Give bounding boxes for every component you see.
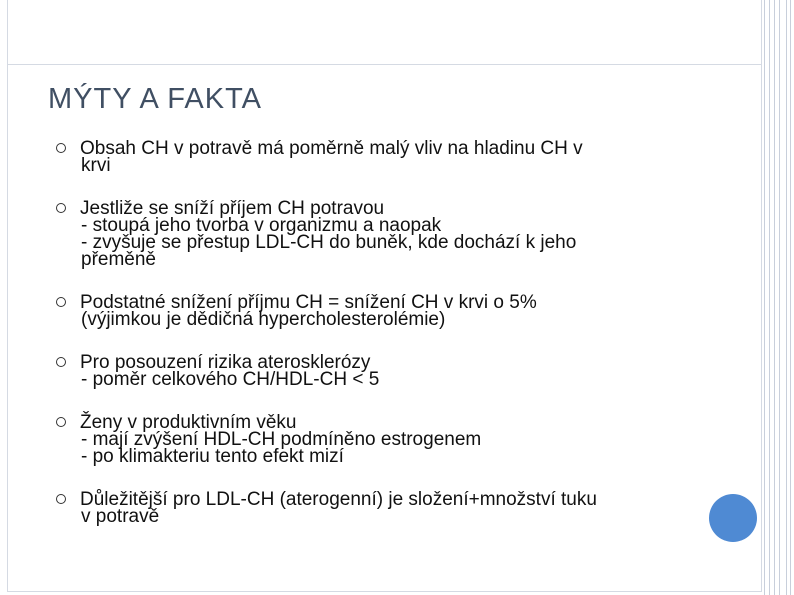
bullet-item — [56, 294, 696, 328]
bullet-line: - zvyšuje se přestup LDL-CH do buněk, kde dochází k jeho — [81, 232, 577, 253]
decorative-circle — [709, 494, 757, 542]
decorative-line — [790, 0, 791, 595]
bullet-circle-icon — [56, 494, 66, 504]
bullet-circle-icon — [56, 417, 66, 427]
bullet-line: Obsah CH v potravě má poměrně malý vliv na hladinu CH v — [80, 138, 583, 159]
bullet-line: Podstatné snížení příjmu CH = snížení CH v krvi o 5% — [80, 292, 537, 313]
decorative-line — [769, 0, 770, 595]
bullet-line: - poměr celkového CH/HDL-CH < 5 — [81, 369, 380, 390]
decorative-line — [774, 0, 775, 595]
bullet-line: Důležitější pro LDL-CH (aterogenní) je složení+množství tuku — [80, 489, 597, 510]
bullet-circle-icon — [56, 357, 66, 367]
bullet-line: v potravě — [81, 506, 160, 527]
bullet-circle-icon — [56, 143, 66, 153]
bullet-line: přeměně — [81, 249, 156, 270]
bullet-item — [56, 491, 696, 525]
bullet-circle-icon — [56, 297, 66, 307]
slide-title: MÝTY A FAKTA — [48, 83, 262, 115]
bullet-line: Pro posouzení rizika aterosklerózy — [80, 352, 371, 373]
bullet-item — [56, 140, 696, 174]
bullet-item — [56, 414, 696, 465]
decorative-line — [779, 0, 780, 595]
bullet-line: krvi — [81, 155, 111, 176]
bullet-line: - stoupá jeho tvorba v organizmu a naopak — [81, 215, 442, 236]
bullet-list — [56, 140, 696, 525]
decorative-line — [786, 0, 787, 595]
bullet-item — [56, 200, 696, 268]
bullet-circle-icon — [56, 203, 66, 213]
bullet-line: - po klimakteriu tento efekt mizí — [81, 446, 344, 467]
title-divider — [8, 64, 762, 65]
bullet-line: - mají zvýšení HDL-CH podmíněno estrogenem — [81, 429, 482, 450]
bullet-item — [56, 354, 696, 388]
decorative-line — [764, 0, 765, 595]
bullet-line: Ženy v produktivním věku — [80, 412, 297, 433]
bullet-line: Jestliže se sníží příjem CH potravou — [80, 198, 385, 219]
bullet-line: (výjimkou je dědičná hypercholesterolémie) — [81, 309, 446, 330]
